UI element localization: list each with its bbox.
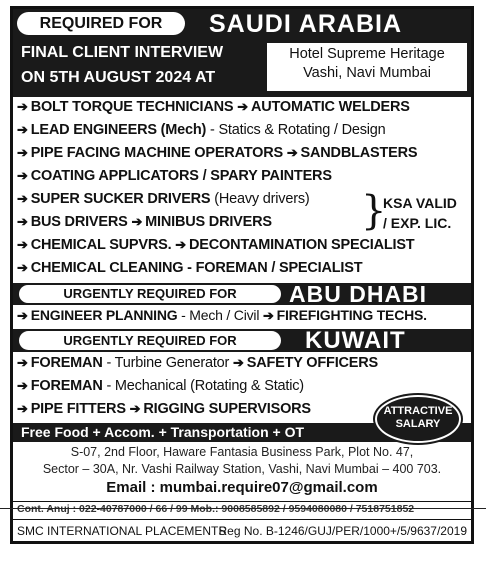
benefits-text: Free Food + Accom. + Transportation + OT bbox=[21, 424, 305, 440]
position-name: CHEMICAL CLEANING - FOREMAN / SPECIALIST bbox=[30, 260, 363, 276]
position-name: BUS DRIVERS bbox=[30, 214, 128, 230]
position-name: CHEMICAL SUPVRS. bbox=[30, 237, 172, 253]
position-name: FOREMAN bbox=[30, 378, 103, 394]
arrow-icon: ➔ bbox=[17, 401, 28, 416]
kuwait-title: KUWAIT bbox=[305, 327, 406, 354]
arrow-icon: ➔ bbox=[17, 145, 28, 160]
ksa-license-note bbox=[383, 193, 457, 233]
position-name: COATING APPLICATORS / SPARY PAINTERS bbox=[30, 168, 332, 184]
registration-number: Reg No. B-1246/GUJ/PER/1000+/5/9637/2019 bbox=[218, 524, 467, 538]
interview-line-2 bbox=[21, 69, 215, 87]
arrow-icon: ➔ bbox=[17, 214, 28, 229]
urgently-required-pill: URGENTLY REQUIRED FOR bbox=[19, 331, 281, 350]
arrow-icon: ➔ bbox=[286, 145, 298, 160]
venue-line-2: Vashi, Navi Mumbai bbox=[303, 65, 431, 81]
company-name: SMC INTERNATIONAL PLACEMENTS bbox=[17, 524, 227, 538]
contact-text: Cont. Anuj : 022-40787000 / 66 / 99 Mob.: 9008585892 / 9594080080 / 7518751852 bbox=[17, 503, 415, 515]
position-detail: (Heavy drivers) bbox=[210, 191, 310, 207]
position-name: PIPE FITTERS bbox=[30, 401, 126, 417]
arrow-icon: ➔ bbox=[17, 99, 28, 114]
job-advertisement bbox=[10, 6, 474, 544]
interview-bar bbox=[13, 39, 471, 97]
position-name: DECONTAMINATION SPECIALIST bbox=[189, 237, 415, 253]
position-row bbox=[17, 378, 304, 394]
position-row bbox=[17, 307, 427, 324]
position-row bbox=[17, 401, 311, 417]
arrow-icon: ➔ bbox=[17, 378, 28, 393]
venue-box bbox=[267, 43, 467, 91]
position-detail: - Turbine Generator bbox=[102, 355, 230, 371]
arrow-icon: ➔ bbox=[17, 237, 28, 252]
address-line-1: S-07, 2nd Floor, Haware Fantasia Business Park, Plot No. 47, bbox=[70, 445, 414, 459]
abu-dhabi-title: ABU DHABI bbox=[289, 281, 428, 307]
divider-line bbox=[0, 508, 486, 509]
position-row bbox=[17, 237, 414, 253]
position-name: FOREMAN bbox=[30, 355, 103, 371]
ksa-line-1: KSA VALID bbox=[383, 195, 457, 211]
interview-date: ON 5TH AUGUST 2024 AT bbox=[21, 69, 216, 86]
arrow-icon: ➔ bbox=[17, 260, 28, 275]
badge-line-1: ATTRACTIVE bbox=[383, 405, 453, 417]
position-name: SAFETY OFFICERS bbox=[246, 355, 379, 371]
arrow-icon: ➔ bbox=[175, 237, 186, 252]
arrow-icon: ➔ bbox=[129, 401, 141, 416]
arrow-icon: ➔ bbox=[17, 122, 28, 137]
position-detail: - Statics & Rotating / Design bbox=[206, 122, 386, 138]
position-detail: - Mechanical (Rotating & Static) bbox=[102, 378, 304, 394]
position-name: ENGINEER PLANNING bbox=[30, 307, 178, 323]
position-name: BOLT TORQUE TECHNICIANS bbox=[30, 99, 234, 115]
position-row bbox=[17, 260, 362, 276]
abu-dhabi-bar bbox=[13, 283, 471, 305]
position-name: LEAD ENGINEERS (Mech) bbox=[30, 122, 207, 138]
saudi-header-bar bbox=[13, 9, 471, 39]
ksa-line-2: / EXP. LIC. bbox=[383, 215, 452, 231]
position-name: MINIBUS DRIVERS bbox=[145, 214, 272, 230]
position-row bbox=[17, 122, 386, 138]
position-row bbox=[17, 99, 410, 115]
address-line-2: Sector – 30A, Nr. Vashi Railway Station, Vashi, Navi Mumbai – 400 703. bbox=[42, 462, 442, 476]
kuwait-bar bbox=[13, 329, 471, 352]
position-detail: - Mech / Civil bbox=[177, 307, 260, 323]
urgently-required-pill: URGENTLY REQUIRED FOR bbox=[19, 285, 281, 303]
position-name: SUPER SUCKER DRIVERS bbox=[30, 191, 211, 207]
required-for-pill: REQUIRED FOR bbox=[17, 12, 185, 35]
saudi-arabia-title: SAUDI ARABIA bbox=[209, 10, 403, 38]
position-name: RIGGING SUPERVISORS bbox=[143, 401, 311, 417]
email: Email : mumbai.require07@gmail.com bbox=[106, 479, 378, 496]
badge-line-2: SALARY bbox=[395, 418, 441, 430]
position-row bbox=[17, 214, 272, 230]
company-line bbox=[13, 519, 471, 542]
arrow-icon: ➔ bbox=[131, 214, 143, 229]
arrow-icon: ➔ bbox=[237, 99, 248, 114]
brace-icon: } bbox=[361, 188, 387, 234]
position-row bbox=[17, 191, 310, 207]
arrow-icon: ➔ bbox=[17, 308, 28, 323]
arrow-icon: ➔ bbox=[17, 191, 28, 206]
arrow-icon: ➔ bbox=[17, 355, 28, 370]
position-name: FIREFIGHTING TECHS. bbox=[276, 307, 427, 323]
position-row bbox=[17, 168, 332, 184]
arrow-icon: ➔ bbox=[262, 308, 274, 323]
arrow-icon: ➔ bbox=[17, 168, 28, 183]
position-name: AUTOMATIC WELDERS bbox=[250, 99, 410, 115]
venue-line-1: Hotel Supreme Heritage bbox=[289, 46, 445, 62]
position-name: SANDBLASTERS bbox=[300, 145, 418, 161]
position-name: PIPE FACING MACHINE OPERATORS bbox=[30, 145, 283, 161]
position-row bbox=[17, 355, 378, 371]
position-row bbox=[17, 145, 417, 161]
arrow-icon: ➔ bbox=[233, 355, 244, 370]
interview-line-1: FINAL CLIENT INTERVIEW bbox=[21, 44, 224, 61]
attractive-salary-badge bbox=[375, 395, 461, 443]
